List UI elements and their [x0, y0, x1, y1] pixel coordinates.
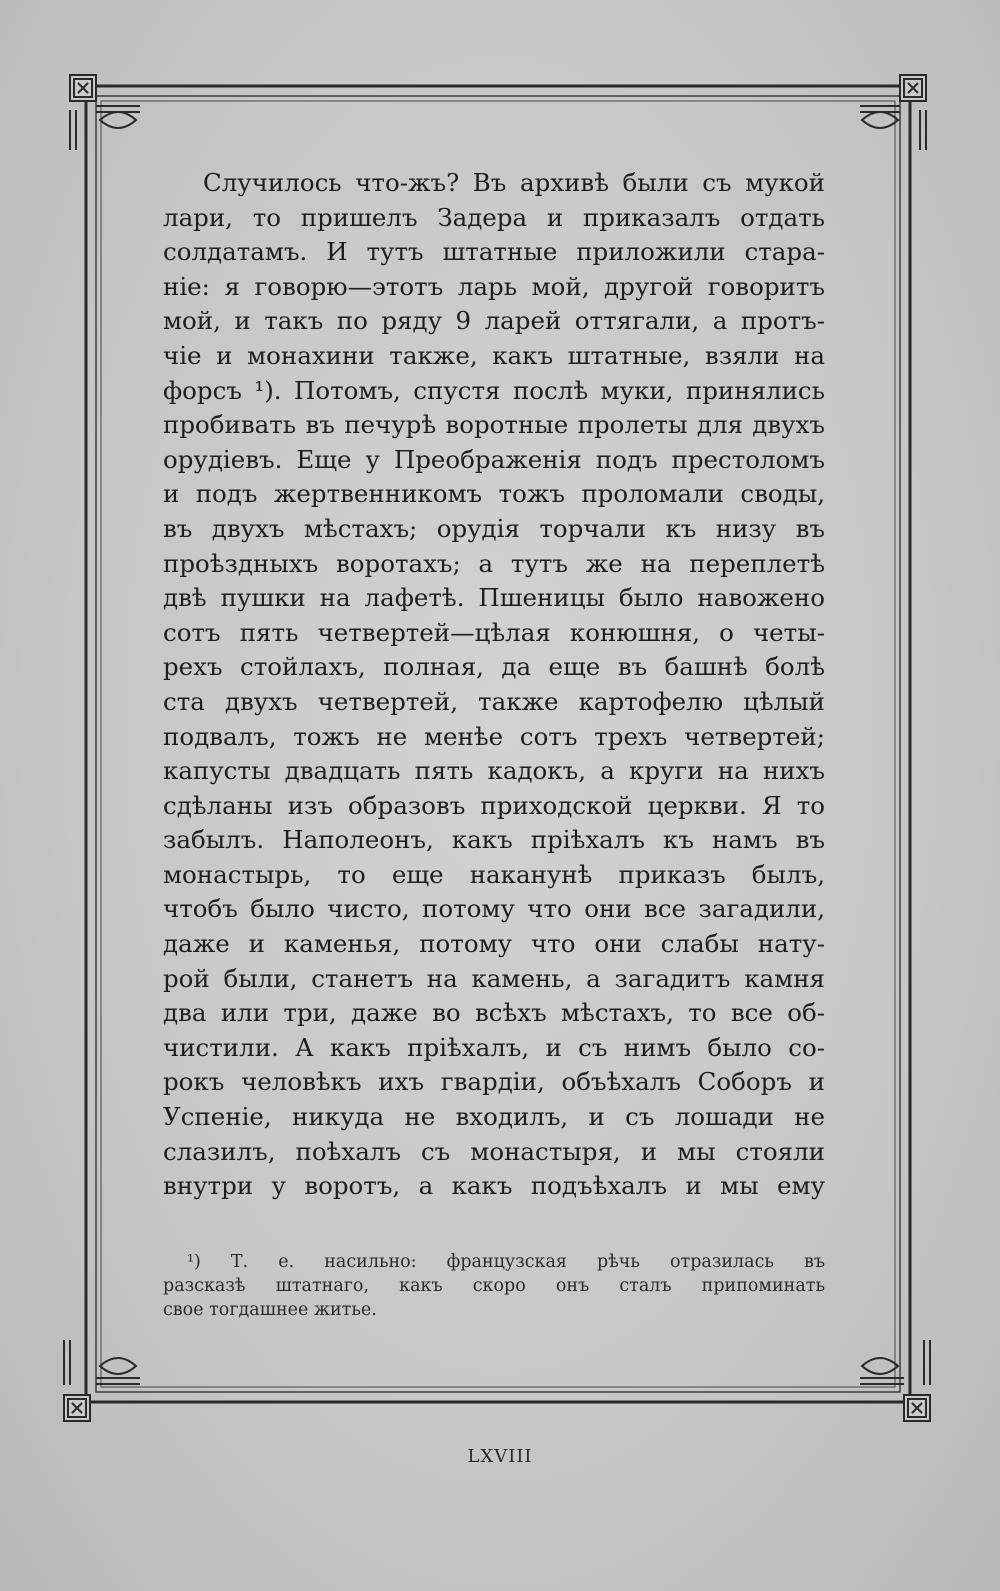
text-line: солдатамъ. И тутъ штатные приложили стара- [163, 237, 825, 267]
text-line: чтобъ было чисто, потому что они все загадили, [163, 894, 825, 924]
text-line: два или три, даже во всѣхъ мѣстахъ, то все об- [163, 998, 825, 1028]
corner-ornament-bottom-left [64, 1340, 140, 1421]
text-line: ніе: я говорю—этотъ ларь мой, другой говоритъ [163, 271, 825, 301]
footnote-line: разсказѣ штатнаго, какъ скоро онъ сталъ припоминать [163, 1276, 825, 1296]
text-line: забылъ. Наполеонъ, какъ пріѣхалъ къ намъ въ [163, 825, 825, 855]
text-line: слазилъ, поѣхалъ съ монастыря, и мы стояли [163, 1136, 825, 1166]
text-line: лари, то пришелъ Задера и приказалъ отдать [163, 202, 825, 232]
text-line: двѣ пушки на лафетѣ. Пшеницы было навожено [163, 583, 825, 613]
text-line: проѣздныхъ воротахъ; а тутъ же на переплетѣ [163, 548, 825, 578]
text-line: капусты двадцать пять кадокъ, а круги на нихъ [163, 756, 825, 786]
text-line: пробивать въ печурѣ воротные пролеты для двухъ [163, 410, 825, 440]
text-line: орудіевъ. Еще у Преображенія подъ престоломъ [163, 444, 825, 474]
text-line: ста двухъ четвертей, также картофелю цѣлый [163, 686, 825, 716]
text-line: форсъ ¹). Потомъ, спустя послѣ муки, принялись [163, 375, 825, 405]
text-line: и подъ жертвенникомъ тожъ проломали своды, [163, 479, 825, 509]
main-text [163, 166, 825, 1204]
footnote-line: свое тогдашнее житье. [163, 1300, 377, 1320]
text-line: Успеніе, никуда не входилъ, и съ лошади не [163, 1102, 825, 1132]
text-line: подвалъ, тожъ не менѣе сотъ трехъ четвертей; [163, 721, 825, 751]
text-line: сотъ пять четвертей—цѣлая конюшня, о четы- [163, 617, 825, 647]
text-line: рокъ человѣкъ ихъ гвардіи, объѣхалъ Соборъ и [163, 1067, 825, 1097]
text-line: рехъ стойлахъ, полная, да еще въ башнѣ болѣ [163, 652, 825, 682]
footnote-line: ¹) Т. е. насильно: французская рѣчь отразилась въ [187, 1252, 825, 1272]
text-line: Случилось что-жъ? Въ архивѣ были съ мукой [203, 168, 825, 197]
text-line: даже и каменья, потому что они слабы нату- [163, 929, 825, 959]
text-line: сдѣланы изъ образовъ приходской церкви. Я то [163, 790, 825, 820]
page-number: LXVIII [467, 1446, 533, 1467]
text-line: въ двухъ мѣстахъ; орудія торчали къ низу въ [163, 513, 825, 543]
text-line: мой, и такъ по ряду 9 ларей оттягали, а протъ- [163, 306, 825, 336]
text-line: чіе и монахини также, какъ штатные, взяли на [163, 340, 825, 370]
text-line: внутри у воротъ, а какъ подъѣхалъ и мы ему [163, 1171, 825, 1201]
text-line: рой были, станетъ на камень, а загадитъ камня [163, 963, 825, 993]
text-line: монастырь, то еще наканунѣ приказъ былъ, [163, 859, 825, 889]
footnote [163, 1250, 825, 1322]
text-line: чистили. А какъ пріѣхалъ, и съ нимъ было со- [163, 1032, 825, 1062]
